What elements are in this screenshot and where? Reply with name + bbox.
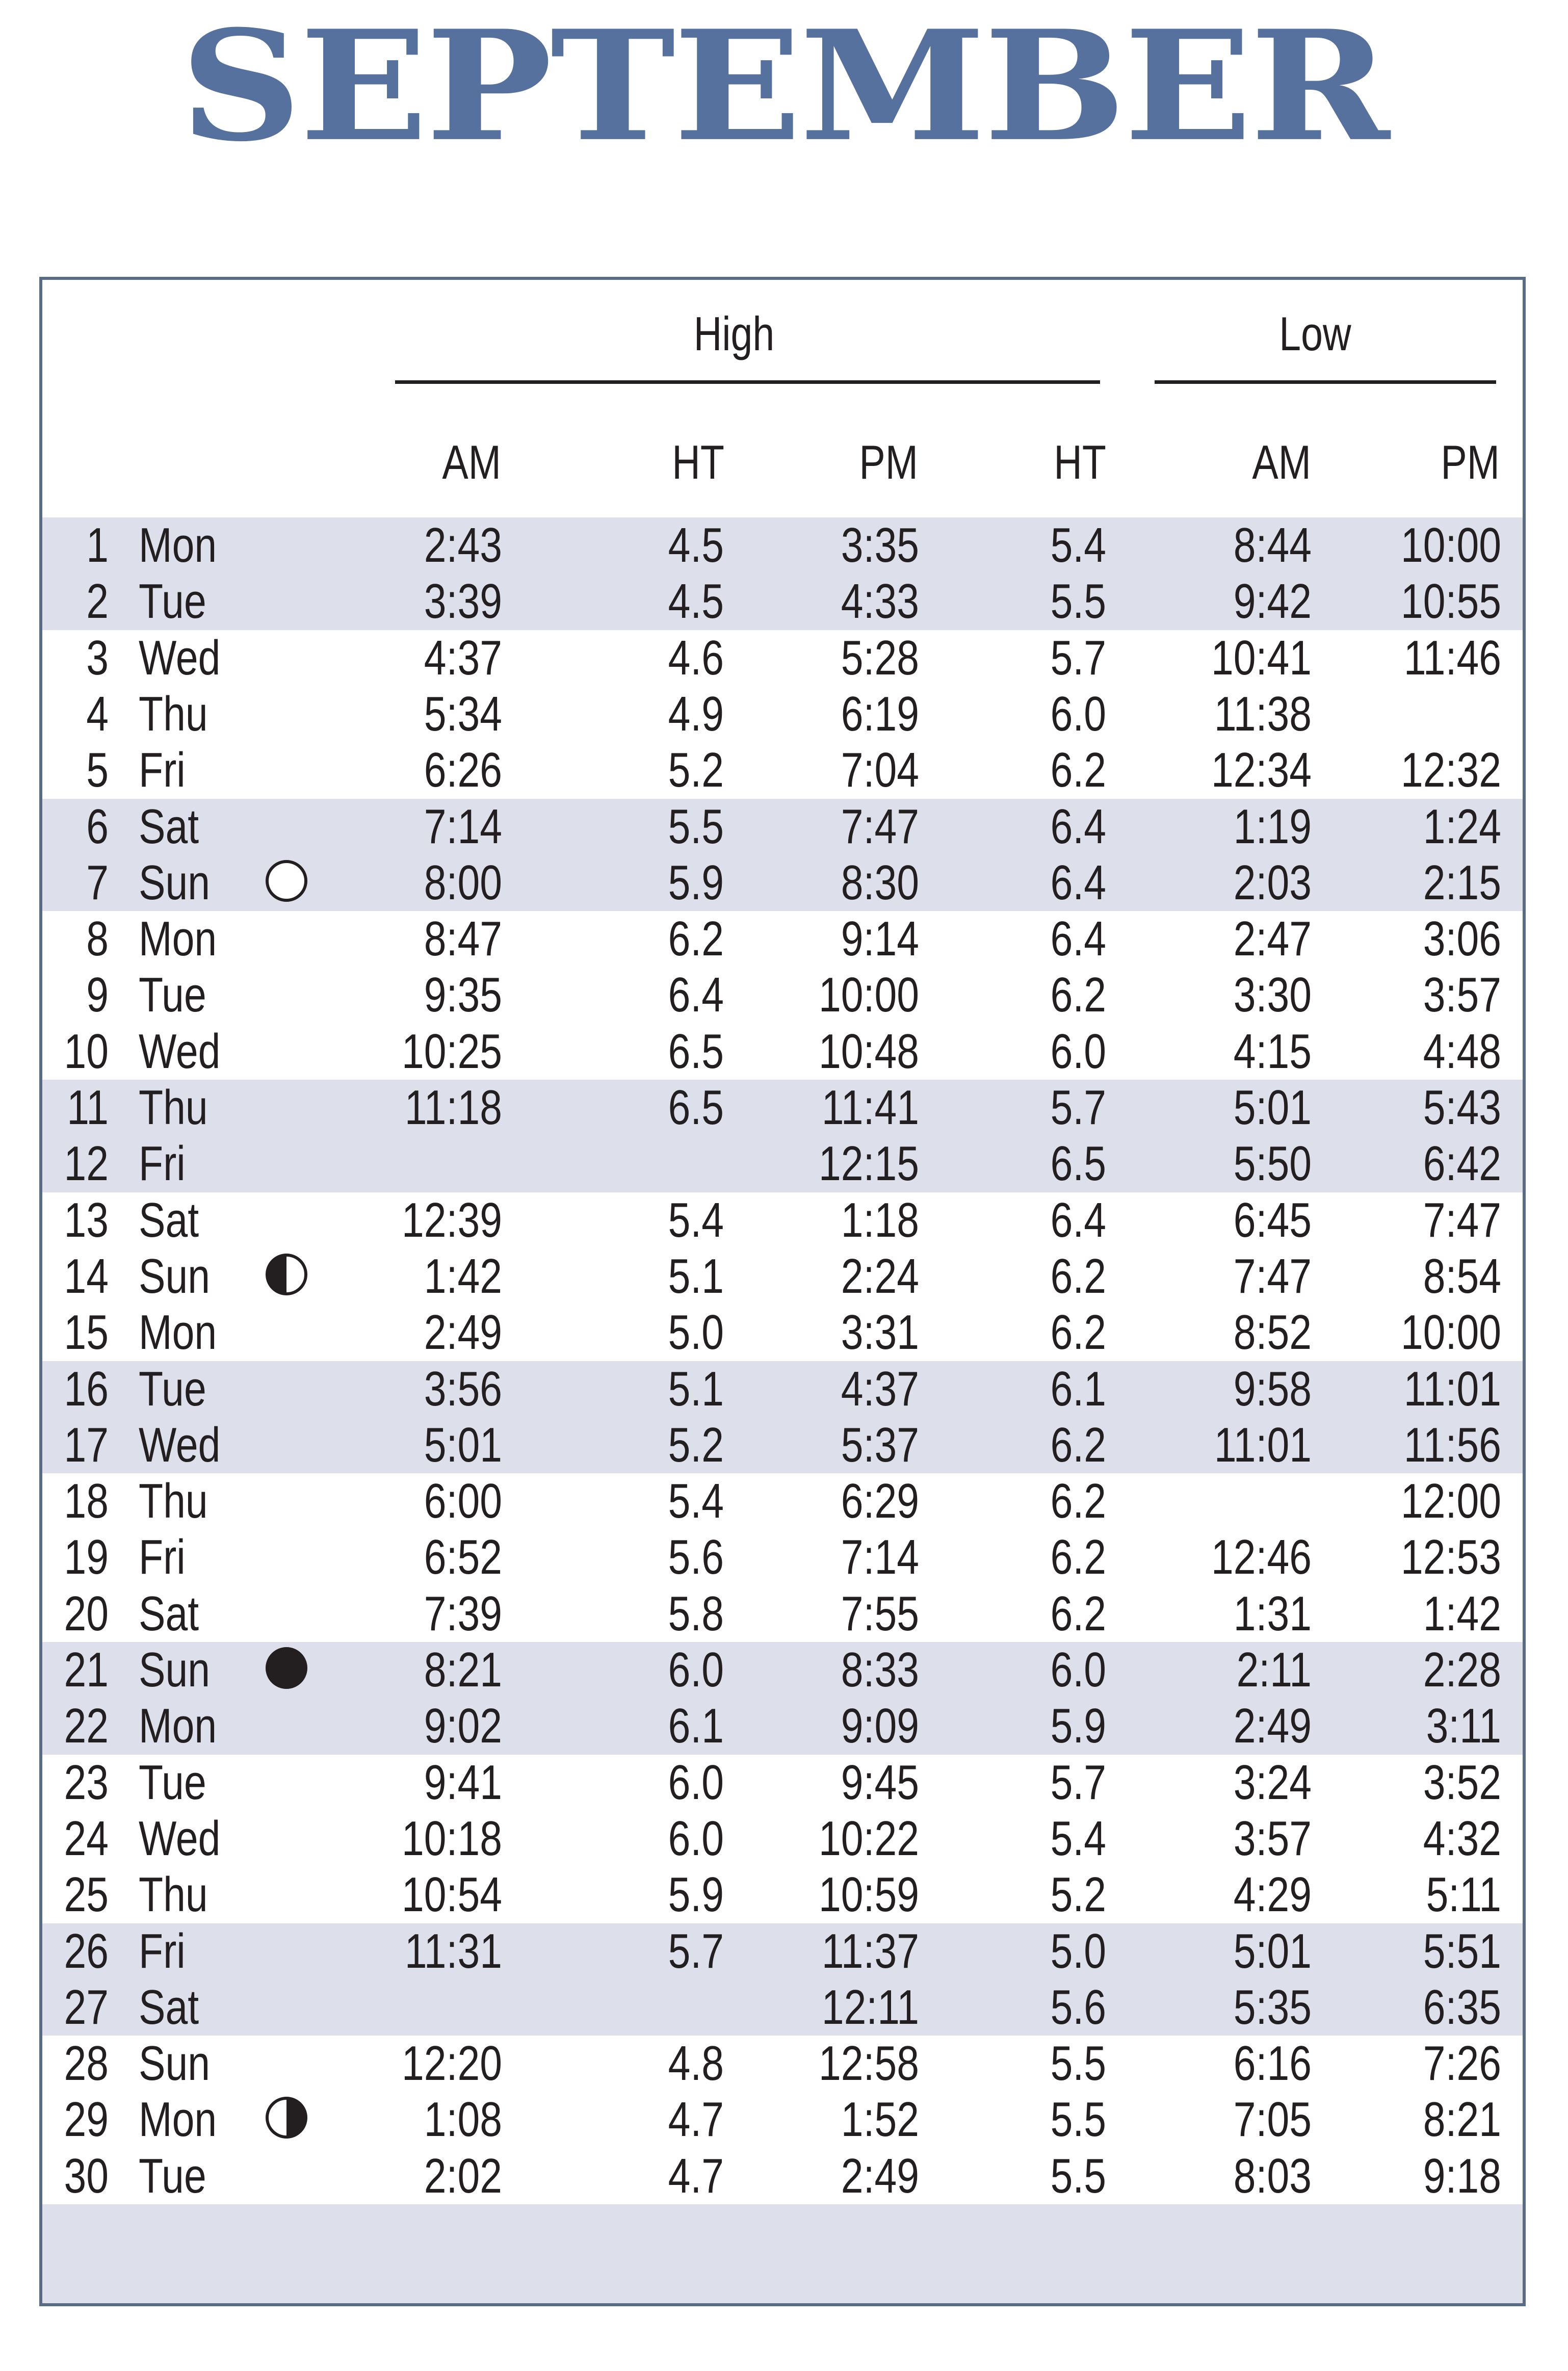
day-of-week: Sat [139, 1192, 199, 1247]
high-pm-time: 11:37 [821, 1923, 919, 1978]
day-of-week: Tue [139, 968, 206, 1023]
high-am-time: 5:01 [424, 1417, 502, 1472]
day-number: 24 [64, 1811, 109, 1866]
table-row [42, 1024, 1523, 1080]
table-row [42, 574, 1523, 630]
high-am-time: 6:52 [424, 1530, 502, 1585]
day-number: 13 [64, 1192, 109, 1247]
high-am-height: 5.7 [668, 1923, 724, 1978]
day-number: 17 [64, 1417, 109, 1472]
high-pm-time: 10:22 [819, 1811, 919, 1866]
day-number: 28 [64, 2036, 109, 2091]
low-group-label: Low [1279, 307, 1351, 360]
high-pm-height: 5.5 [1050, 574, 1106, 629]
high-am-height: 6.4 [668, 968, 724, 1023]
day-number: 4 [86, 686, 109, 741]
low-pm-time: 6:42 [1423, 1136, 1501, 1191]
high-pm-height: 5.6 [1050, 1979, 1106, 2035]
day-of-week: Sat [139, 799, 199, 854]
high-pm-height: 6.4 [1050, 855, 1106, 910]
high-am-time: 5:34 [424, 686, 502, 741]
table-row [42, 1529, 1523, 1585]
high-pm-time: 1:18 [841, 1192, 919, 1247]
day-number: 12 [64, 1136, 109, 1191]
high-am-time: 10:25 [402, 1024, 502, 1079]
table-row [42, 630, 1523, 686]
low-am-time: 6:45 [1233, 1192, 1312, 1247]
low-pm-time: 4:32 [1423, 1811, 1501, 1866]
high-pm-time: 8:33 [841, 1643, 919, 1697]
day-of-week: Wed [139, 1417, 221, 1472]
high-am-time: 9:41 [424, 1755, 502, 1810]
low-pm-time: 10:55 [1401, 574, 1501, 629]
low-pm-time: 12:32 [1401, 743, 1501, 798]
low-pm-time: 3:06 [1423, 911, 1501, 967]
high-am-height: 4.6 [668, 630, 724, 685]
table-row [42, 1811, 1523, 1867]
high-pm-height: 6.0 [1050, 1024, 1106, 1079]
low-pm-time: 11:56 [1403, 1417, 1501, 1472]
low-pm-time: 11:46 [1403, 630, 1501, 685]
high-am-time: 8:21 [424, 1643, 502, 1697]
full-moon-icon [266, 860, 307, 902]
day-number: 22 [64, 1699, 109, 1754]
high-pm-height: 6.2 [1050, 1586, 1106, 1641]
day-of-week: Fri [139, 1136, 186, 1191]
high-am-height: 4.5 [668, 518, 724, 572]
high-pm-height: 5.4 [1050, 518, 1106, 572]
high-pm-height: 5.5 [1050, 2148, 1106, 2203]
high-pm-height: 5.2 [1050, 1867, 1106, 1922]
table-row [42, 799, 1523, 855]
high-pm-height: 5.4 [1050, 1811, 1106, 1866]
day-number: 20 [64, 1586, 109, 1641]
high-pm-time: 11:41 [821, 1080, 919, 1135]
high-am-height: 4.9 [668, 686, 724, 741]
high-am-time: 12:39 [402, 1192, 502, 1247]
day-of-week: Sat [139, 1586, 199, 1641]
low-am-time: 2:49 [1233, 1699, 1312, 1754]
high-pm-height: 5.7 [1050, 630, 1106, 685]
day-of-week: Mon [139, 1699, 217, 1754]
high-am-time: 8:47 [424, 911, 502, 967]
high-pm-time: 10:48 [819, 1024, 919, 1079]
high-am-height: 5.5 [668, 799, 724, 854]
day-of-week: Mon [139, 911, 217, 967]
low-pm-time: 7:47 [1423, 1192, 1501, 1247]
high-pm-height: 6.4 [1050, 1192, 1106, 1247]
high-am-time: 12:20 [402, 2036, 502, 2091]
day-number: 9 [86, 968, 109, 1023]
high-group-rule [395, 380, 1100, 384]
day-number: 5 [86, 743, 109, 798]
low-pm-time: 4:48 [1423, 1024, 1501, 1079]
high-pm-time: 12:15 [819, 1136, 919, 1191]
high-pm-height: 5.9 [1050, 1699, 1106, 1754]
new-moon-icon [266, 1647, 307, 1689]
high-am-height: 4.8 [668, 2036, 724, 2091]
high-pm-time: 5:28 [841, 630, 919, 685]
low-pm-time: 12:00 [1401, 1474, 1501, 1529]
day-of-week: Wed [139, 1811, 221, 1866]
high-pm-time: 4:37 [841, 1361, 919, 1416]
high-pm-height: 5.0 [1050, 1923, 1106, 1978]
low-am-time: 9:42 [1233, 574, 1312, 629]
high-am-height: 5.2 [668, 1417, 724, 1472]
high-am-height: 6.5 [668, 1024, 724, 1079]
low-am-time: 7:47 [1233, 1248, 1312, 1304]
high-pm-time: 7:14 [841, 1530, 919, 1585]
day-number: 14 [64, 1248, 109, 1304]
high-am-height: 5.6 [668, 1530, 724, 1585]
day-number: 10 [64, 1024, 109, 1079]
low-am-time: 6:16 [1233, 2036, 1312, 2091]
high-pm-time: 1:52 [841, 2092, 919, 2147]
high-am-time: 1:42 [424, 1248, 502, 1304]
day-number: 6 [86, 799, 109, 854]
low-am-time: 4:29 [1233, 1867, 1312, 1922]
high-pm-height: 6.5 [1050, 1136, 1106, 1191]
high-am-time: 4:37 [424, 630, 502, 685]
day-number: 3 [86, 630, 109, 685]
column-header-high-pm: PM [859, 435, 918, 489]
table-row [42, 1979, 1523, 2036]
high-pm-height: 6.4 [1050, 911, 1106, 967]
high-pm-time: 9:45 [841, 1755, 919, 1810]
low-pm-time: 11:01 [1403, 1361, 1501, 1416]
day-number: 27 [64, 1979, 109, 2035]
low-pm-time: 2:28 [1423, 1643, 1501, 1697]
high-am-time: 8:00 [424, 855, 502, 910]
high-am-time: 2:43 [424, 518, 502, 572]
table-row [42, 1192, 1523, 1248]
low-pm-time: 10:00 [1401, 518, 1501, 572]
day-of-week: Thu [139, 1867, 208, 1922]
column-header-high-am: AM [442, 435, 501, 489]
high-am-height: 4.7 [668, 2092, 724, 2147]
high-am-time: 3:56 [424, 1361, 502, 1416]
high-pm-time: 10:59 [819, 1867, 919, 1922]
low-pm-time: 5:51 [1423, 1923, 1501, 1978]
high-pm-height: 6.2 [1050, 1530, 1106, 1585]
high-pm-time: 7:04 [841, 743, 919, 798]
high-pm-time: 4:33 [841, 574, 919, 629]
high-am-time: 7:39 [424, 1586, 502, 1641]
high-am-time: 11:18 [404, 1080, 502, 1135]
high-am-height [619, 1979, 724, 2036]
table-row [42, 1305, 1523, 1361]
day-of-week: Tue [139, 574, 206, 629]
day-number: 8 [86, 911, 109, 967]
high-pm-time: 10:00 [819, 968, 919, 1023]
low-pm-time: 9:18 [1423, 2148, 1501, 2203]
day-of-week: Fri [139, 1923, 186, 1978]
high-pm-height: 6.2 [1050, 1305, 1106, 1360]
column-header-high-am-height: HT [672, 435, 724, 489]
day-number: 26 [64, 1923, 109, 1978]
high-pm-height: 6.0 [1050, 686, 1106, 741]
high-pm-time: 2:24 [841, 1248, 919, 1304]
footer-band [42, 2204, 1523, 2303]
day-of-week: Fri [139, 743, 186, 798]
low-am-time: 12:46 [1211, 1530, 1312, 1585]
column-header-low-pm: PM [1441, 435, 1500, 489]
low-am-time: 3:57 [1233, 1811, 1312, 1866]
low-am-time: 8:03 [1233, 2148, 1312, 2203]
day-number: 30 [64, 2148, 109, 2203]
low-am-time: 10:41 [1211, 630, 1312, 685]
high-am-time: 11:31 [404, 1923, 502, 1978]
low-am-time: 3:30 [1233, 968, 1312, 1023]
low-am-time: 1:31 [1233, 1586, 1312, 1641]
high-pm-height: 5.5 [1050, 2092, 1106, 2147]
table-row [42, 1867, 1523, 1923]
day-number: 18 [64, 1474, 109, 1529]
table-row [42, 911, 1523, 967]
high-am-height: 5.1 [668, 1248, 724, 1304]
high-pm-time: 9:14 [841, 911, 919, 967]
low-pm-time: 12:53 [1401, 1530, 1501, 1585]
table-row [42, 1698, 1523, 1754]
high-pm-time: 6:19 [841, 686, 919, 741]
high-am-time: 6:00 [424, 1474, 502, 1529]
low-pm-time: 8:21 [1423, 2092, 1501, 2147]
low-am-time: 8:52 [1233, 1305, 1312, 1360]
high-pm-time: 9:09 [841, 1699, 919, 1754]
day-of-week: Thu [139, 1474, 208, 1529]
day-of-week: Sun [139, 1248, 211, 1304]
high-am-height: 5.0 [668, 1305, 724, 1360]
low-am-time: 5:01 [1233, 1080, 1312, 1135]
low-am-time: 4:15 [1233, 1024, 1312, 1079]
low-am-time: 5:01 [1233, 1923, 1312, 1978]
high-pm-height: 6.2 [1050, 743, 1106, 798]
day-number: 2 [86, 574, 109, 629]
low-am-time: 9:58 [1233, 1361, 1312, 1416]
day-of-week: Fri [139, 1530, 186, 1585]
table-row [42, 1080, 1523, 1136]
table-row [42, 1642, 1523, 1698]
high-am-time: 9:35 [424, 968, 502, 1023]
high-am-height: 4.5 [668, 574, 724, 629]
high-am-height: 5.1 [668, 1361, 724, 1416]
high-pm-height: 6.2 [1050, 1474, 1106, 1529]
table-row [42, 2036, 1523, 2092]
day-of-week: Tue [139, 1755, 206, 1810]
last-moon-icon [266, 1254, 307, 1295]
day-number: 11 [67, 1080, 109, 1135]
high-am-time: 10:18 [402, 1811, 502, 1866]
table-row [42, 686, 1523, 742]
day-of-week: Tue [139, 2148, 206, 2203]
low-pm-time: 10:00 [1401, 1305, 1501, 1360]
low-pm-time: 3:11 [1426, 1699, 1501, 1754]
high-am-height [619, 1136, 724, 1192]
table-row [42, 1417, 1523, 1473]
table-row [42, 1755, 1523, 1811]
high-am-height: 4.7 [668, 2148, 724, 2203]
high-am-height: 6.0 [668, 1643, 724, 1697]
high-pm-height: 5.7 [1050, 1080, 1106, 1135]
high-group-label: High [693, 307, 775, 360]
table-row [42, 2092, 1523, 2148]
high-pm-time: 12:58 [819, 2036, 919, 2091]
high-pm-height: 6.2 [1050, 968, 1106, 1023]
day-number: 23 [64, 1755, 109, 1810]
low-pm-time: 5:43 [1423, 1080, 1501, 1135]
day-of-week: Mon [139, 1305, 217, 1360]
low-am-time: 2:11 [1236, 1643, 1312, 1697]
day-number: 7 [86, 855, 109, 910]
first-moon-icon [266, 2097, 307, 2139]
day-number: 1 [86, 518, 109, 572]
day-of-week: Thu [139, 1080, 208, 1135]
low-am-time: 3:24 [1233, 1755, 1312, 1810]
table-row [42, 742, 1523, 798]
low-pm-time [1376, 686, 1501, 742]
high-am-time: 9:02 [424, 1699, 502, 1754]
table-row [42, 1136, 1523, 1192]
low-am-time: 12:34 [1211, 743, 1312, 798]
high-am-height: 6.5 [668, 1080, 724, 1135]
table-row [42, 1473, 1523, 1529]
page-title: SEPTEMBER [180, 0, 1388, 175]
high-am-time [377, 1136, 502, 1192]
high-pm-time: 5:37 [841, 1417, 919, 1472]
low-pm-time: 5:11 [1426, 1867, 1501, 1922]
high-am-time: 10:54 [402, 1867, 502, 1922]
low-pm-time: 3:57 [1423, 968, 1501, 1023]
high-am-time [377, 1979, 502, 2036]
high-pm-time: 3:35 [841, 518, 919, 572]
low-pm-time: 6:35 [1423, 1979, 1501, 2035]
high-am-time: 7:14 [424, 799, 502, 854]
high-pm-height: 6.4 [1050, 799, 1106, 854]
high-am-height: 5.2 [668, 743, 724, 798]
high-pm-height: 6.0 [1050, 1643, 1106, 1697]
high-pm-time: 2:49 [841, 2148, 919, 2203]
day-number: 29 [64, 2092, 109, 2147]
day-of-week: Mon [139, 518, 217, 572]
day-of-week: Sun [139, 1643, 211, 1697]
table-row [42, 967, 1523, 1023]
day-number: 15 [64, 1305, 109, 1360]
high-pm-time: 8:30 [841, 855, 919, 910]
day-of-week: Wed [139, 1024, 221, 1079]
high-am-time: 3:39 [424, 574, 502, 629]
high-am-height: 5.4 [668, 1192, 724, 1247]
high-pm-time: 7:47 [841, 799, 919, 854]
low-pm-time: 1:24 [1423, 799, 1501, 854]
low-am-time: 1:19 [1233, 799, 1312, 854]
low-am-time: 11:01 [1214, 1417, 1312, 1472]
day-of-week: Tue [139, 1361, 206, 1416]
low-am-time: 5:35 [1233, 1979, 1312, 2035]
day-number: 19 [64, 1530, 109, 1585]
day-of-week: Mon [139, 2092, 217, 2147]
high-pm-time: 6:29 [841, 1474, 919, 1529]
low-pm-time: 2:15 [1423, 855, 1501, 910]
day-number: 16 [64, 1361, 109, 1416]
high-am-time: 2:49 [424, 1305, 502, 1360]
day-of-week: Sun [139, 855, 211, 910]
high-am-height: 5.9 [668, 1867, 724, 1922]
high-am-height: 5.4 [668, 1474, 724, 1529]
low-am-time [1186, 1473, 1312, 1529]
day-of-week: Sun [139, 2036, 211, 2091]
table-row [42, 1248, 1523, 1305]
high-am-time: 6:26 [424, 743, 502, 798]
day-of-week: Sat [139, 1979, 199, 2035]
day-number: 25 [64, 1867, 109, 1922]
table-row [42, 2148, 1523, 2204]
high-pm-height: 6.1 [1050, 1361, 1106, 1416]
table-row [42, 1586, 1523, 1642]
low-pm-time: 1:42 [1423, 1586, 1501, 1641]
low-am-time: 2:47 [1233, 911, 1312, 967]
low-am-time: 5:50 [1233, 1136, 1312, 1191]
high-pm-time: 7:55 [841, 1586, 919, 1641]
low-am-time: 7:05 [1233, 2092, 1312, 2147]
high-am-height: 6.2 [668, 911, 724, 967]
high-am-height: 6.0 [668, 1811, 724, 1866]
table-row [42, 517, 1523, 574]
high-pm-height: 6.2 [1050, 1417, 1106, 1472]
day-of-week: Thu [139, 686, 208, 741]
table-row [42, 855, 1523, 911]
low-am-time: 8:44 [1233, 518, 1312, 572]
high-pm-height: 6.2 [1050, 1248, 1106, 1304]
column-header-high-pm-height: HT [1054, 435, 1106, 489]
day-of-week: Wed [139, 630, 221, 685]
low-pm-time: 7:26 [1423, 2036, 1501, 2091]
low-am-time: 11:38 [1214, 686, 1312, 741]
high-am-height: 5.8 [668, 1586, 724, 1641]
high-am-time: 1:08 [424, 2092, 502, 2147]
high-am-height: 6.0 [668, 1755, 724, 1810]
day-number: 21 [64, 1643, 109, 1697]
table-row [42, 1923, 1523, 1979]
low-group-rule [1155, 380, 1496, 384]
high-am-height: 5.9 [668, 855, 724, 910]
high-pm-height: 5.7 [1050, 1755, 1106, 1810]
high-pm-height: 5.5 [1050, 2036, 1106, 2091]
high-pm-time: 3:31 [841, 1305, 919, 1360]
low-pm-time: 8:54 [1423, 1248, 1501, 1304]
low-pm-time: 3:52 [1423, 1755, 1501, 1810]
column-header-low-am: AM [1252, 435, 1311, 489]
high-am-time: 2:02 [424, 2148, 502, 2203]
low-am-time: 2:03 [1233, 855, 1312, 910]
high-am-height: 6.1 [668, 1699, 724, 1754]
table-row [42, 1361, 1523, 1417]
high-pm-time: 12:11 [821, 1979, 919, 2035]
